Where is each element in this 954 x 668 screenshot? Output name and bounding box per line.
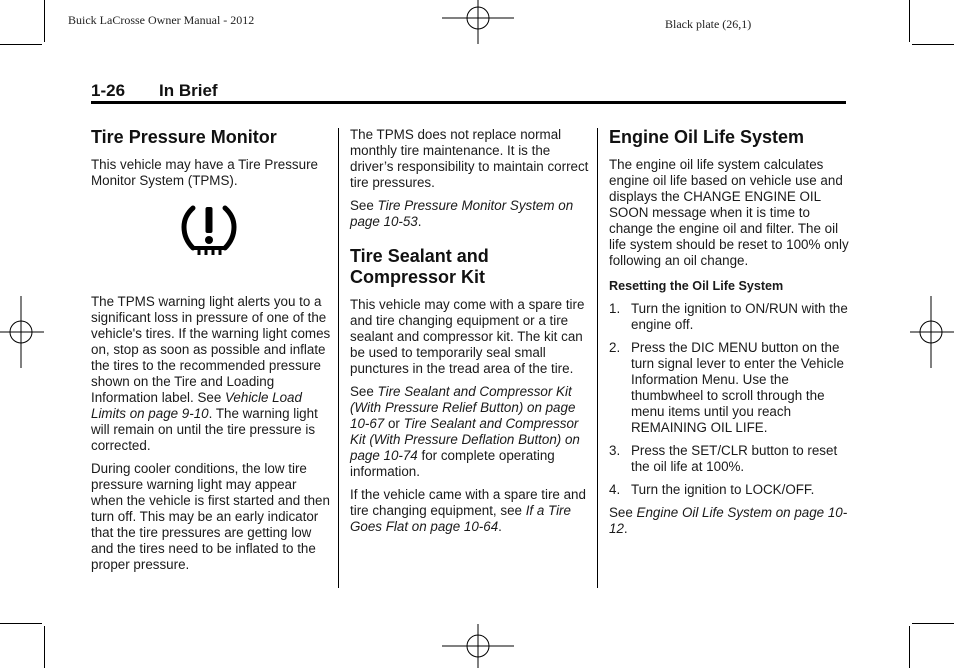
step-text: Turn the ignition to LOCK/OFF. bbox=[631, 482, 815, 497]
step-item bbox=[609, 301, 849, 333]
crop-mark bbox=[909, 626, 910, 668]
step-item bbox=[609, 443, 849, 475]
crop-mark bbox=[912, 623, 954, 624]
step-item bbox=[609, 340, 849, 436]
see-reference bbox=[350, 198, 590, 230]
crop-mark bbox=[912, 44, 954, 45]
text: The TPMS warning light alerts you to a significant loss in pressure of one of the vehicle's tires. If the warning light comes on, stop as soon as possible and inflate the tires to the recommended pressure shown on the Tire and Loading Information label. See bbox=[91, 294, 331, 405]
step-text: Turn the ignition to ON/RUN with the engine off. bbox=[631, 301, 848, 332]
tpms-icon-area bbox=[91, 196, 331, 294]
step-number: 2. bbox=[609, 340, 621, 355]
tpms-cooler-paragraph: During cooler conditions, the low tire pressure warning light may appear when the vehicle is first started and then turn off. This may be an early indicator that the tire pressures are getting low and the tires need to be inflated to the proper pressure. bbox=[91, 461, 330, 572]
section-rule bbox=[91, 101, 846, 104]
column-2 bbox=[350, 127, 590, 542]
crop-mark bbox=[909, 0, 910, 42]
crop-mark bbox=[44, 0, 45, 42]
text: for complete operating information. bbox=[350, 448, 555, 479]
sealant-paragraph: This vehicle may come with a spare tire and tire changing equipment or a tire sealant and compressor kit. The kit can be used to temporarily seal small punctures in the tread area of the tire. bbox=[350, 297, 585, 376]
oil-life-paragraph: The engine oil life system calculates engine oil life based on vehicle use and displays the CHANGE ENGINE OIL SOON message when it is time to change the engine oil and filter. The oil life system should be reset to 100% only following an oil change. bbox=[609, 157, 849, 268]
heading-tire-pressure-monitor: Tire Pressure Monitor bbox=[91, 127, 277, 147]
cross-reference: Tire Sealant and Compressor Kit (With Pressure Deflation Button) on page 10-74 bbox=[350, 416, 580, 463]
step-item bbox=[609, 482, 849, 498]
cross-reference: Tire Sealant and Compressor Kit (With Pressure Relief Button) on page 10-67 bbox=[350, 384, 576, 431]
reset-steps bbox=[609, 301, 849, 498]
crop-mark bbox=[44, 626, 45, 668]
cross-reference: Tire Pressure Monitor System on page 10-53 bbox=[350, 198, 574, 229]
text: See bbox=[350, 198, 378, 213]
cross-reference: If a Tire Goes Flat on page 10-64 bbox=[350, 503, 571, 534]
text: See bbox=[350, 384, 378, 399]
tpms-warning-paragraph bbox=[91, 294, 331, 454]
see-reference bbox=[350, 384, 590, 480]
print-header-title: Buick LaCrosse Owner Manual - 2012 bbox=[68, 13, 255, 27]
spare-tire-paragraph bbox=[350, 487, 590, 535]
column-divider bbox=[338, 128, 339, 588]
heading-engine-oil-life: Engine Oil Life System bbox=[609, 127, 805, 147]
column-divider bbox=[597, 128, 598, 588]
tpms-warning-icon bbox=[179, 202, 239, 258]
column-3 bbox=[609, 127, 849, 544]
cross-reference: Engine Oil Life System on page 10-12 bbox=[609, 505, 848, 536]
text: See bbox=[609, 505, 637, 520]
registration-mark-bottom bbox=[442, 624, 514, 668]
text: . bbox=[498, 519, 502, 534]
crop-mark bbox=[0, 44, 42, 45]
text: . bbox=[623, 521, 628, 536]
registration-mark-right bbox=[910, 296, 954, 368]
step-text: Press the DIC MENU button on the turn signal lever to enter the Vehicle Information Menu. Use the thumbwheel to scroll through the menu items until you reach REMAINING OIL LIFE. bbox=[631, 340, 844, 435]
text: . bbox=[417, 214, 422, 229]
section-header bbox=[91, 81, 218, 101]
section-title: In Brief bbox=[159, 81, 218, 100]
print-header-plate: Black plate (26,1) bbox=[665, 17, 752, 31]
heading-tire-sealant: Tire Sealant and Compressor Kit bbox=[350, 246, 489, 287]
text: . The warning light will remain on until the tire pressure is corrected. bbox=[91, 406, 318, 453]
tpms-intro: This vehicle may have a Tire Pressure Monitor System (TPMS). bbox=[91, 157, 318, 188]
step-number: 3. bbox=[609, 443, 621, 458]
column-1 bbox=[91, 127, 331, 580]
step-number: 4. bbox=[609, 482, 621, 497]
see-reference bbox=[609, 505, 849, 537]
registration-mark-top bbox=[442, 0, 514, 44]
registration-mark-left bbox=[0, 296, 44, 368]
subheading-reset: Resetting the Oil Life System bbox=[609, 279, 784, 293]
crop-mark bbox=[0, 623, 42, 624]
page-number: 1-26 bbox=[91, 81, 126, 100]
text: If the vehicle came with a spare tire and tire changing equipment, see bbox=[350, 487, 586, 518]
step-number: 1. bbox=[609, 301, 621, 316]
step-text: Press the SET/CLR button to reset the oil life at 100%. bbox=[631, 443, 838, 474]
cross-reference: Vehicle Load Limits on page 9-10 bbox=[91, 390, 302, 421]
text: or bbox=[384, 416, 404, 431]
tpms-maintenance-paragraph: The TPMS does not replace normal monthly tire maintenance. It is the driver’s responsibility to maintain correct tire pressures. bbox=[350, 127, 589, 190]
